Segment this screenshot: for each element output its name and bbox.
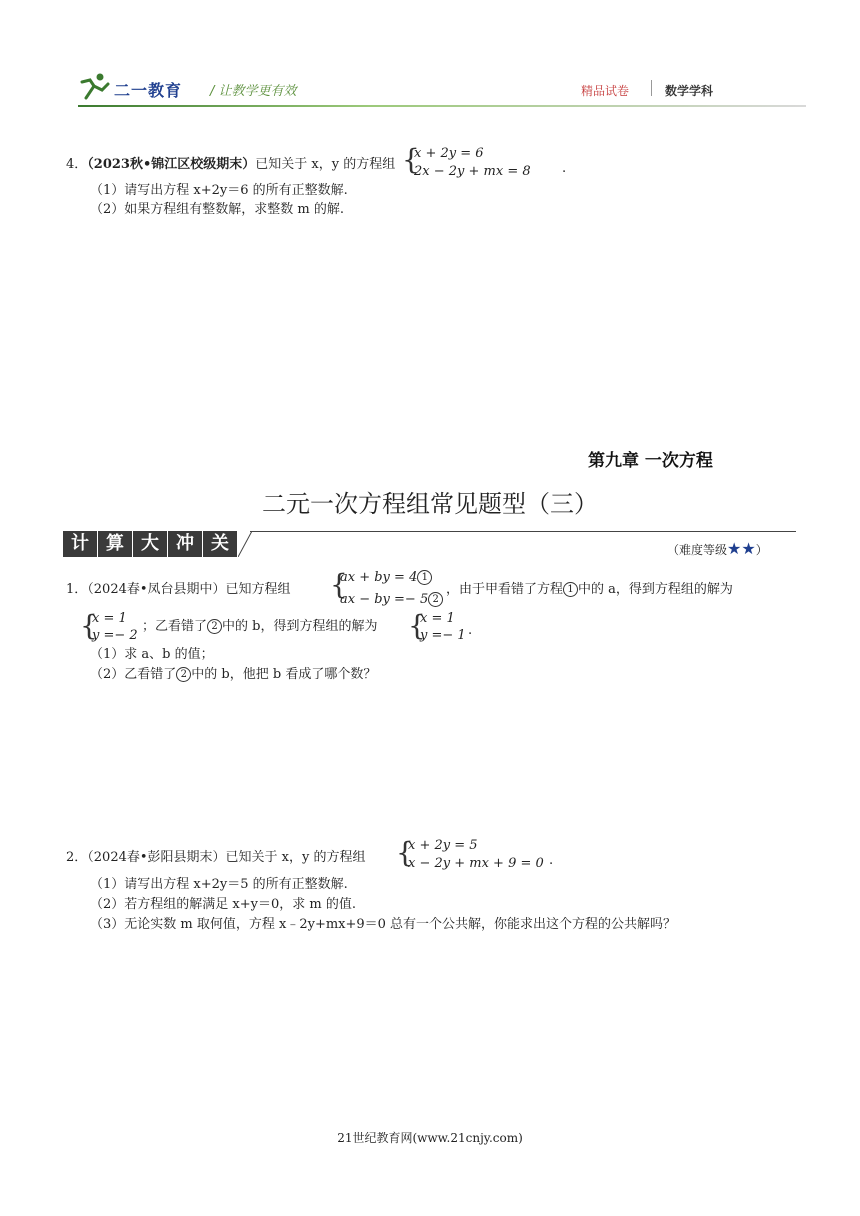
section-title: 二元一次方程组常见题型（三）	[262, 490, 598, 518]
sub-question-3: （3）无论实数 m 取何值，方程 x﹣2y+mx+9＝0 总有一个公共解，你能求出这个方程的公共解吗？	[90, 917, 677, 932]
question-1-mid: ；乙看错了 2 中的 b，得到方程组的解为	[142, 619, 378, 634]
question-stem: 已知方程组	[225, 582, 291, 597]
system-brace: {	[402, 143, 420, 176]
banner-char: 关	[203, 531, 237, 557]
sub-question-1: （1）请写出方程 x+2y＝5 的所有正整数解.	[90, 877, 348, 892]
sub-question-1: （1）请写出方程 x+2y＝6 的所有正整数解.	[90, 183, 348, 198]
circled-2: 2	[207, 619, 222, 634]
banner-title	[63, 531, 243, 557]
question-number: 2．	[66, 850, 88, 865]
solution-2-x: x = 1	[420, 611, 455, 626]
banner-char: 计	[63, 531, 97, 557]
logo-text: 二一教育	[114, 81, 183, 100]
question-source: （2024春•彭阳县期末）	[87, 850, 226, 865]
circled-2: 2	[176, 667, 191, 682]
period: .	[468, 623, 473, 638]
sub-question-2: （2）若方程组的解满足 x+y＝0，求 m 的值.	[90, 897, 356, 912]
solution-2-y: y =− 1	[420, 628, 466, 643]
question-1-continuation: ，由于甲看错了方程 1 中的 a，得到方程组的解为	[446, 582, 733, 597]
header-slogan: / 让教学更有效	[210, 84, 297, 99]
question-1-line	[66, 581, 291, 599]
difficulty-label: （难度等级	[667, 543, 728, 557]
question-4-line	[66, 156, 395, 174]
difficulty-rating	[667, 539, 768, 558]
circled-1: 1	[563, 582, 578, 597]
question-number: 4．	[66, 157, 88, 172]
banner-rule	[250, 531, 796, 532]
equation-1: x + 2y = 6	[414, 146, 484, 161]
circled-1: 1	[417, 570, 432, 585]
star-icon: ★★	[727, 539, 756, 558]
equation-1: x + 2y = 5	[408, 838, 478, 853]
system-brace: {	[396, 836, 414, 869]
solution-brace: {	[408, 609, 426, 642]
question-number: 1．	[66, 582, 88, 597]
solution-brace: {	[80, 609, 98, 642]
header-subject: 数学学科	[665, 84, 714, 98]
system-brace: {	[330, 568, 348, 601]
sub-question-2: （2）乙看错了 2 中的 b，他把 b 看成了哪个数？	[90, 667, 377, 682]
equation-2: ax − by =− 5 2	[340, 592, 443, 608]
equation-2: 2x − 2y + mx = 8	[414, 164, 531, 179]
banner-char: 大	[133, 531, 167, 557]
question-source: （2024春•凤台县期中）	[87, 582, 226, 597]
question-source: （2023秋•锦江区校级期末）	[87, 157, 256, 172]
banner-char: 算	[98, 531, 132, 557]
runner-logo-icon	[78, 72, 112, 102]
equation-2: x − 2y + mx + 9 = 0	[408, 856, 544, 871]
banner-char: 冲	[168, 531, 202, 557]
header-label: 精品试卷	[581, 84, 630, 98]
footer-text: 21世纪教育网(www.21cnjy.com)	[337, 1131, 523, 1145]
solution-1-y: y =− 2	[92, 628, 138, 643]
circled-2: 2	[428, 592, 443, 607]
chapter-title: 第九章 一次方程	[588, 451, 713, 471]
question-stem: 已知关于 x，y 的方程组	[255, 157, 396, 172]
period: .	[562, 161, 567, 176]
sub-question-1: （1）求 a、b 的值；	[90, 647, 214, 662]
header-separator	[651, 80, 652, 96]
period: .	[549, 853, 554, 868]
sub-question-2: （2）如果方程组有整数解，求整数 m 的解.	[90, 202, 344, 217]
difficulty-end: ）	[755, 543, 768, 557]
equation-1: ax + by = 4 1	[340, 570, 432, 586]
question-2-line	[66, 849, 366, 867]
header-rule	[78, 105, 806, 107]
question-stem: 已知关于 x，y 的方程组	[225, 850, 366, 865]
solution-1-x: x = 1	[92, 611, 127, 626]
